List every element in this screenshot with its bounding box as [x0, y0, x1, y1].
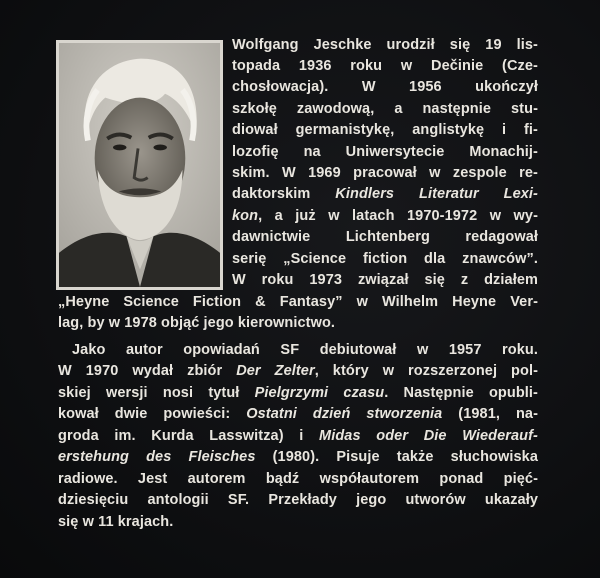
bio-line-3: [232, 80, 538, 95]
bio-line-2: [232, 59, 538, 74]
bio-text: W 1970 wydał zbiór: [58, 363, 237, 379]
bio-line-4: [232, 102, 538, 117]
bio-line-1: [232, 38, 538, 53]
bio-line-19: [58, 429, 538, 444]
bio-line-6: [232, 145, 538, 160]
bio-text: topada 1936 roku w Dečinie (Cze-: [232, 58, 538, 74]
bio-italic-title: Pielgrzymi czasu: [254, 385, 385, 401]
bio-text: skim. W 1969 pracował w zespole re-: [232, 165, 538, 181]
bio-text: W roku 1973 związał się z działem: [232, 272, 538, 288]
bio-italic-title: erstehung des Fleisches: [58, 449, 256, 465]
bio-text: chosłowacja). W 1956 ukończył: [232, 79, 538, 95]
bio-line-15: [72, 343, 538, 358]
bio-italic-title: Kindlers Literatur Lexi-: [335, 186, 538, 202]
bio-text: . Następnie opubli-: [384, 385, 538, 401]
bio-text: Wolfgang Jeschke urodził się 19 lis-: [232, 37, 538, 53]
bio-italic-title: kon: [232, 208, 259, 224]
bio-italic-title: Ostatni dzień stworzenia: [246, 406, 443, 422]
bio-line-9: [232, 209, 538, 224]
bio-text: , a już w latach 1970-1972 w wy-: [258, 208, 538, 224]
bio-text: się w 11 krajach.: [58, 514, 174, 530]
author-photo: [56, 40, 223, 290]
bio-italic-title: Midas oder Die Wiederauf-: [319, 428, 538, 444]
bio-line-23: [58, 515, 258, 530]
bio-text: lozofię na Uniwersytecie Monachij-: [232, 144, 538, 160]
bio-text: dawnictwie Lichtenberg redagował: [232, 229, 538, 245]
bio-text: (1980). Pisuje także słuchowiska: [255, 449, 538, 465]
bio-line-22: [58, 493, 538, 508]
bio-line-12: [232, 273, 538, 288]
bio-line-16: [58, 364, 538, 379]
bio-text: Jako autor opowiadań SF debiutował w 1957 roku.: [72, 342, 538, 358]
bio-text: skiej wersji nosi tytuł: [58, 385, 255, 401]
bio-italic-title: Der Zelter: [236, 363, 315, 379]
bio-text: diował germanistykę, anglistykę i fi-: [232, 122, 538, 138]
author-portrait-image: [59, 43, 220, 287]
bio-line-11: [232, 252, 538, 267]
bio-text: lag, by w 1978 objąć jego kierownictwo.: [58, 315, 336, 331]
bio-line-5: [232, 123, 538, 138]
bio-text: radiowe. Jest autorem bądź współautorem ponad pięć-: [58, 471, 538, 487]
bio-line-18: [58, 407, 538, 422]
bio-text: kował dwie powieści:: [58, 406, 247, 422]
bio-line-20: [58, 450, 538, 465]
bio-line-21: [58, 472, 538, 487]
bio-text: „Heyne Science Fiction & Fantasy” w Wilhelm Heyne Ver-: [58, 294, 538, 310]
bio-line-14: [58, 316, 393, 331]
bio-line-7: [232, 166, 538, 181]
bio-text: dziesięciu antologii SF. Przekłady jego utworów ukazały: [58, 492, 538, 508]
bio-text: , który w rozszerzonej pol-: [314, 363, 538, 379]
bio-line-17: [58, 386, 538, 401]
bio-line-10: [232, 230, 538, 245]
bio-line-8: [232, 187, 538, 202]
bio-text: szkołę zawodową, a następnie stu-: [232, 101, 538, 117]
bio-text: serię „Science fiction dla znawców”.: [232, 251, 538, 267]
bio-text: daktorskim: [232, 186, 336, 202]
bio-text: (1981, na-: [442, 406, 539, 422]
bio-line-13: [58, 295, 538, 310]
bio-text: groda im. Kurda Lasswitza) i: [58, 428, 320, 444]
